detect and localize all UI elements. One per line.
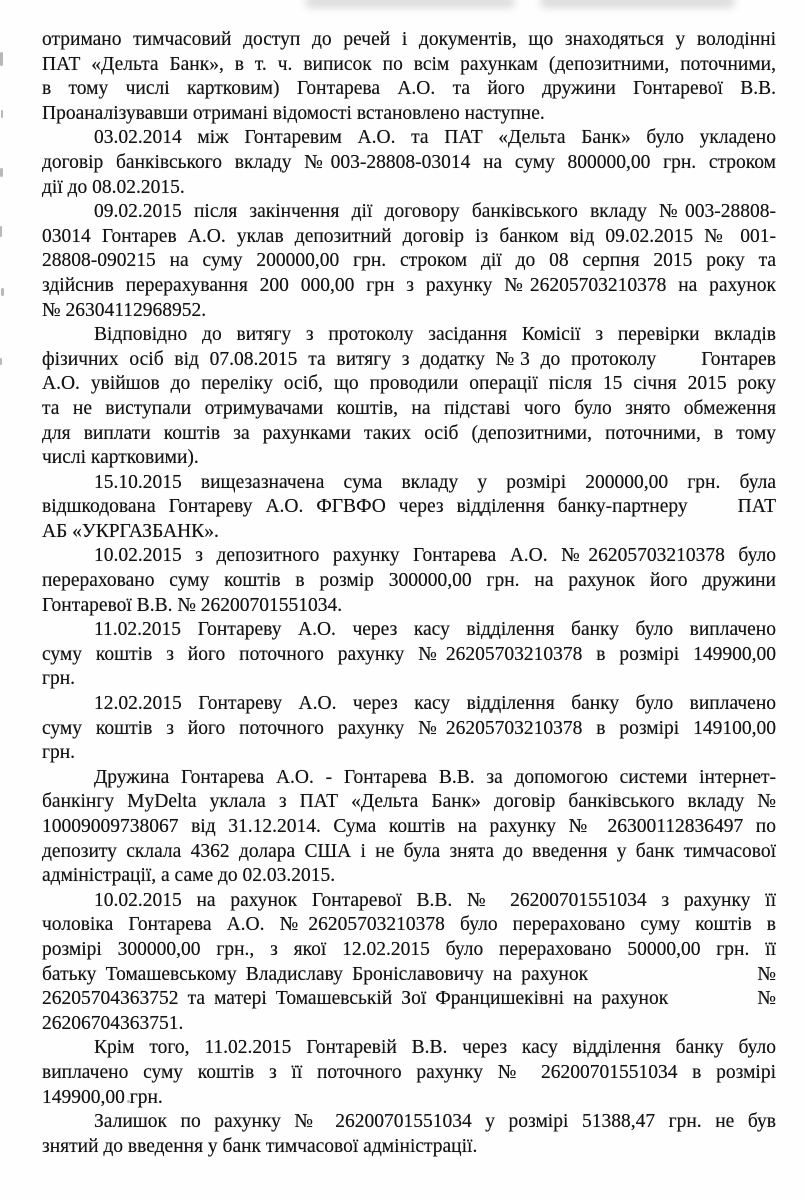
text-line: Дружина Гонтарева А.О. - Гонтарева В.В. за допомогою системи інтернет- (94, 766, 776, 788)
scan-artifact (0, 358, 2, 365)
scan-artifact (0, 52, 3, 66)
document-body (42, 28, 776, 1159)
text-line: 03014 Гонтарев А.О. уклав депозитний договір із банком від 09.02.2015 № 001- (42, 225, 776, 247)
text-line: в тому числі картковим) Гонтарева А.О. та його дружини Гонтаревої В.В. (42, 78, 776, 100)
text-line: чоловіка Гонтарева А.О. №26205703210378 було перераховано суму коштів в (42, 914, 776, 936)
text-line: здійснив перерахування 200 000,00 грн з рахунку №26205703210378 на рахунок (42, 274, 776, 296)
text-line: 28808-090215 на суму 200000,00 грн. строком дії до 08 серпня 2015 року та (42, 250, 776, 272)
text-line: для виплати коштів за рахунками таких осіб (депозитними, поточними, в тому (42, 422, 776, 444)
text-line: № 26304112968952. (42, 299, 207, 321)
text-line: 26206704363751. (42, 1012, 184, 1034)
text-line: Гонтаревої В.В. № 26200701551034. (42, 594, 343, 616)
text-line: 03.02.2014 між Гонтаревим А.О. та ПАТ «Дельта Банк» було укладено (94, 127, 776, 149)
text-line: та не виступали отримувачами коштів, на підставі чого було знято обмеження (42, 397, 776, 419)
text-line: суму коштів з його поточного рахунку №26205703210378 в розмірі 149100,00 (42, 717, 776, 739)
text-line: 149900,00 грн. (42, 1086, 163, 1108)
text-line: батьку Томашевському Владиславу Броніславовичу на рахунок № (42, 963, 776, 985)
text-line: Відповідно до витягу з протоколу засідання Комісії з перевірки вкладів (94, 324, 776, 346)
text-line: 26205704363752 та матері Томашевській Зої Францишеківні на рахунок № (42, 988, 776, 1010)
text-line: дії до 08.02.2015. (42, 176, 185, 198)
text-line: ПАТ «Дельта Банк», в т. ч. виписок по всім рахункам (депозитними, поточними, (42, 53, 776, 75)
text-line: знятий до введення у банк тимчасової адміністрації. (42, 1135, 478, 1157)
text-line: 09.02.2015 після закінчення дії договору банківського вкладу №003-28808- (94, 201, 776, 223)
text-line: грн. (42, 668, 76, 690)
text-line: депозиту склала 4362 долара США і не була знята до введення у банк тимчасової (42, 840, 776, 862)
scan-artifact (1, 288, 4, 296)
text-line: 10.02.2015 на рахунок Гонтаревої В.В. № 26200701551034 з рахунку її (94, 889, 776, 911)
scan-smudge (305, 0, 515, 8)
scan-artifact (0, 226, 2, 237)
scan-artifact (1, 110, 3, 118)
scan-artifact (0, 168, 3, 177)
text-line: фізичних осіб від 07.08.2015 та витягу з додатку №3 до протоколу Гонтарев (42, 348, 776, 370)
text-line: 12.02.2015 Гонтареву А.О. через касу відділення банку було виплачено (94, 693, 776, 715)
text-line: Крім того, 11.02.2015 Гонтаревій В.В. через касу відділення банку було (94, 1037, 776, 1059)
text-line: отримано тимчасовий доступ до речей і документів, що знаходяться у володінні (42, 29, 776, 50)
blank-gap (688, 511, 738, 512)
text-line: Залишок по рахунку № 26200701551034 у розмірі 51388,47 грн. не був (94, 1111, 776, 1133)
text-line: грн. (42, 742, 76, 764)
text-line: банкінгу MyDelta уклала з ПАТ «Дельта Банк» договір банківського вкладу № (42, 791, 776, 813)
blank-gap (588, 979, 753, 980)
text-line: 15.10.2015 вищезазначена сума вкладу у розмірі 200000,00 грн. була (94, 471, 776, 493)
blank-gap (656, 364, 701, 365)
text-line: перераховано суму коштів в розмір 300000,00 грн. на рахунок його дружини (42, 570, 776, 592)
text-line: Проаналізувавши отримані відомості встановлено наступне. (42, 102, 545, 124)
blank-gap (668, 1003, 753, 1004)
text-line: АБ «УКРГАЗБАНК». (42, 520, 219, 542)
text-line: суму коштів з його поточного рахунку №26205703210378 в розмірі 149900,00 (42, 643, 776, 665)
text-line: 10.02.2015 з депозитного рахунку Гонтарева А.О. №26205703210378 було (94, 545, 776, 567)
text-line: договір банківського вкладу №003-28808-03014 на суму 800000,00 грн. строком (42, 151, 776, 173)
text-line: А.О. увійшов до переліку осіб, що проводили операції після 15 січня 2015 року (42, 373, 776, 395)
text-line: розмірі 300000,00 грн., з якої 12.02.2015 було перераховано 50000,00 грн. її (42, 938, 776, 960)
text-line: адміністрації, а саме до 02.03.2015. (42, 865, 336, 887)
text-line: виплачено суму коштів з її поточного рахунку № 26200701551034 в розмірі (42, 1061, 776, 1083)
text-line: числі картковими). (42, 447, 199, 469)
scan-smudge (540, 0, 735, 8)
text-line: 11.02.2015 Гонтареву А.О. через касу відділення банку було виплачено (94, 619, 776, 641)
text-line: відшкодована Гонтареву А.О. ФГВФО через відділення банку-партнеру ПАТ (42, 496, 776, 518)
text-line: 10009009738067 від 31.12.2014. Сума коштів на рахунку № 26300112836497 по (42, 816, 776, 837)
